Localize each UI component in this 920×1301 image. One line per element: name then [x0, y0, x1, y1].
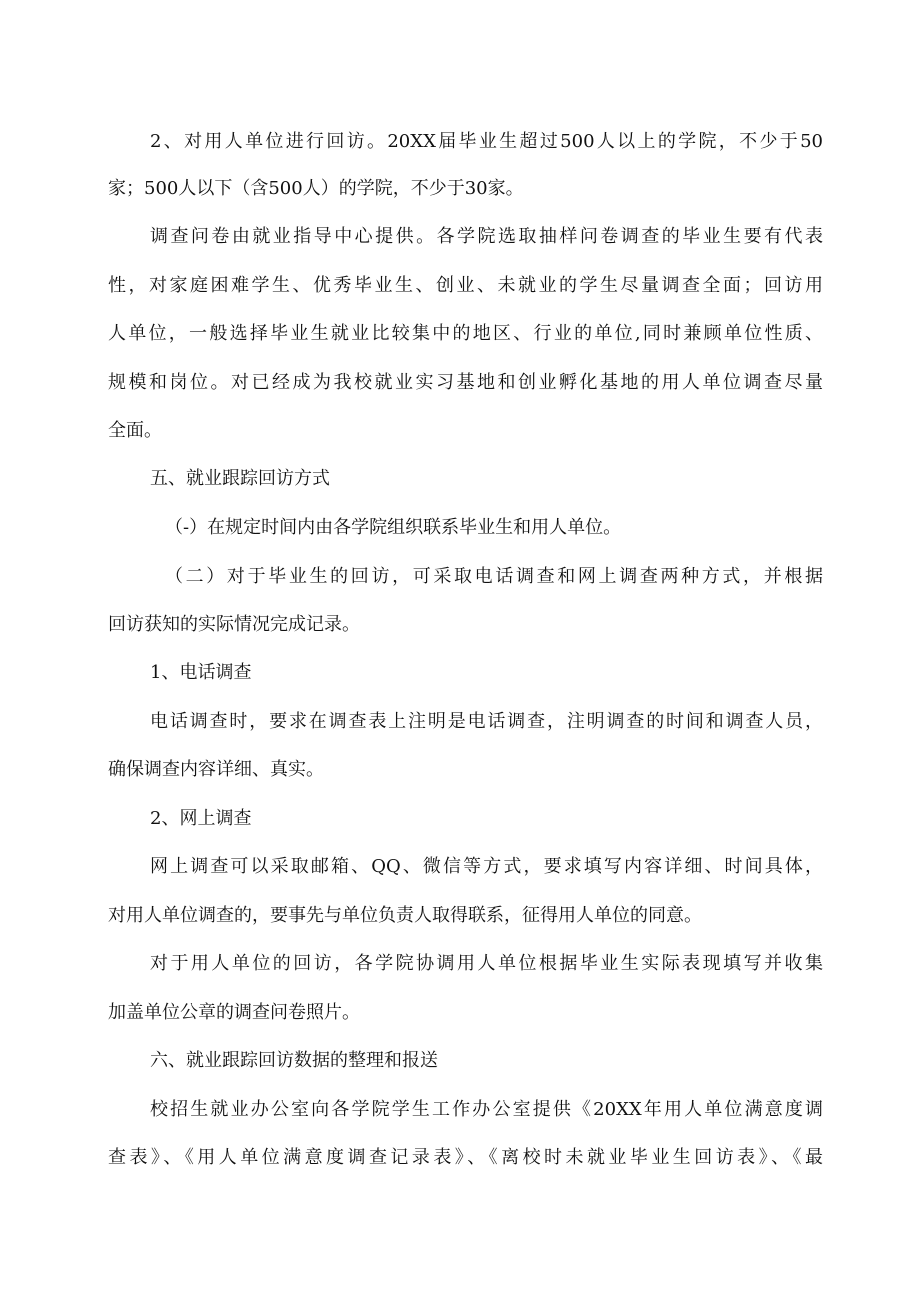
text-line: 加盖单位公章的调查问卷照片。 [108, 1002, 360, 1023]
text-line: （二）对于毕业生的回访，可采取电话调查和网上调查两种方式，并根据 [165, 566, 823, 587]
text-line: 对用人单位调查的，要事先与单位负责人取得联系，征得用人单位的同意。 [108, 905, 702, 926]
text-line: 2、对用人单位进行回访。20XX届毕业生超过500人以上的学院，不少于50 [150, 131, 823, 152]
section-heading: 五、就业跟踪回访方式 [150, 468, 330, 489]
text-line: 电话调查时，要求在调查表上注明是电话调查，注明调查的时间和调查人员， [150, 711, 823, 732]
text-line: 查表》、《用人单位满意度调查记录表》、《离校时未就业毕业生回访表》、《最 [108, 1147, 823, 1168]
section-heading: 六、就业跟踪回访数据的整理和报送 [150, 1050, 438, 1071]
text-line: 全面。 [108, 420, 162, 441]
text-line: 回访获知的实际情况完成记录。 [108, 614, 360, 635]
text-line: 对于用人单位的回访，各学院协调用人单位根据毕业生实际表现填写并收集 [150, 953, 823, 974]
subsection-heading: 2、网上调查 [150, 808, 252, 829]
text-line: （-）在规定时间内由各学院组织联系毕业生和用人单位。 [165, 517, 622, 538]
text-line: 人单位，一般选择毕业生就业比较集中的地区、行业的单位,同时兼顾单位性质、 [108, 323, 823, 344]
text-line: 调查问卷由就业指导中心提供。各学院选取抽样问卷调查的毕业生要有代表 [150, 226, 823, 247]
subsection-heading: 1、电话调查 [150, 662, 252, 683]
text-line: 规模和岗位。对已经成为我校就业实习基地和创业孵化基地的用人单位调查尽量 [108, 372, 823, 393]
text-line: 性，对家庭困难学生、优秀毕业生、创业、未就业的学生尽量调查全面；回访用 [108, 275, 823, 296]
text-line: 校招生就业办公室向各学院学生工作办公室提供《20XX年用人单位满意度调 [150, 1099, 823, 1120]
text-line: 家；500人以下（含500人）的学院，不少于30家。 [108, 178, 524, 199]
text-line: 确保调查内容详细、真实。 [108, 759, 324, 780]
text-line: 网上调查可以采取邮箱、QQ、微信等方式，要求填写内容详细、时间具体， [150, 856, 823, 877]
